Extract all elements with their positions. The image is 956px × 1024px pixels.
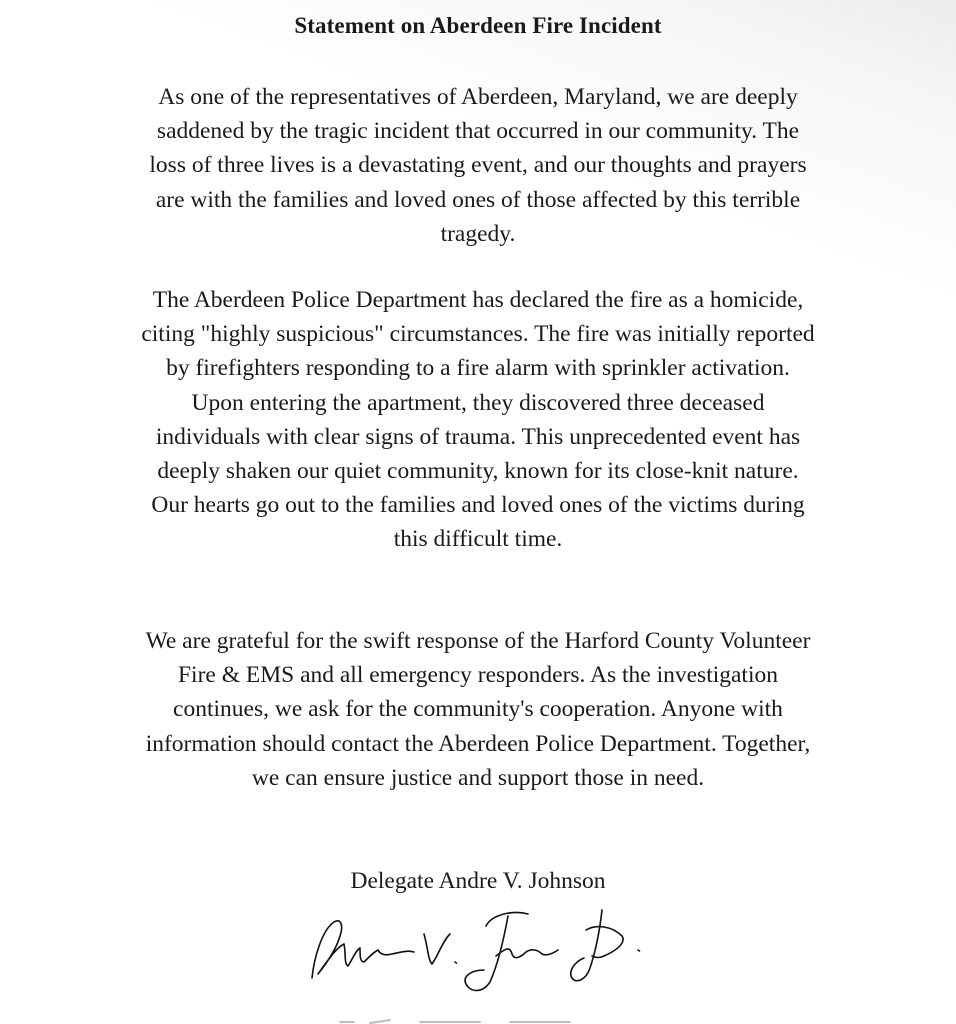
statement-title: Statement on Aberdeen Fire Incident xyxy=(294,13,662,38)
paragraph-incident-details: The Aberdeen Police Department has declared the fire as a homicide, citing "highly suspicious" circumstances. The fire was initially reported by firefighters responding to a fire alarm with sprinkler activation. Upon entering the apartment, they discovered three deceased individuals with clear signs of trauma. This unprecedented event has deeply shaken our quiet community, known for its close-knit nature. Our hearts go out to the families and loved ones of the victims during this difficult time. xyxy=(141,287,815,553)
signature-icon xyxy=(300,898,660,1008)
paragraph-gratitude: We are grateful for the swift response of the Harford County Volunteer Fire & EMS and all emergency responders. As the investigation continues, we ask for the community's cooperation. Anyone with information should contact the Aberdeen Police Department. Together, we can ensure justice and support those in need. xyxy=(145,628,811,791)
paragraph-condolences: As one of the representatives of Aberdeen, Maryland, we are deeply saddened by the tragic incident that occurred in our community. The loss of three lives is a devastating event, and our thoughts and prayers are with the families and loved ones of those affected by this terrible tragedy. xyxy=(149,84,807,247)
cropped-text-icon xyxy=(330,1012,630,1024)
signer-name: Delegate Andre V. Johnson xyxy=(350,868,606,894)
